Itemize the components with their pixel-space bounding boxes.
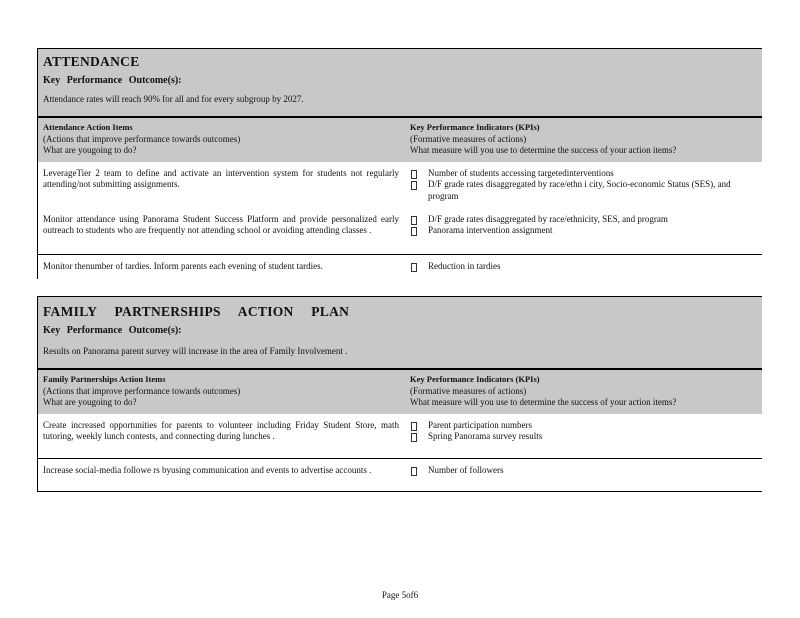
action-item: Create increased opportunities for parents to volunteer including Friday Student Store, math tutoring, weekly lunch contests, and connecting during lunches . [43,419,399,441]
kpi-text: Panorama intervention assignment [428,225,553,235]
kpi-cell [405,459,762,491]
column-question: What measure will you use to determine the success of your action items? [410,397,677,407]
list-item [410,420,756,432]
outcome-text: Results on Panorama parent survey will increase in the area of Family Involvement . [43,346,348,356]
table-row [38,414,762,458]
kpi-cell [405,208,762,254]
section-title: FAMILY PARTNERSHIPS ACTION PLAN [43,304,350,319]
page-number: Page 5of6 [381,590,419,600]
bullet-icon [411,467,417,476]
list-item [410,214,756,226]
bullet-icon [411,170,417,179]
column-subtitle: (Actions that improve performance towards outcomes) [43,385,241,396]
bullet-icon [411,433,417,442]
column-question: What measure will you use to determine the success of your action items? [410,145,677,155]
family-header [38,297,762,368]
bullet-icon [411,422,417,431]
list-item [410,261,756,273]
kpi-text: Number of followers [428,464,504,475]
table-row [38,208,762,254]
kpi-cell [405,255,762,279]
column-label: Family Partnerships Action Items [43,374,166,384]
action-item: LeverageTier 2 team to define and activate an intervention system for students not regularly attending/not submitting assignments. [43,167,399,189]
actions-column-header [38,374,405,409]
table-row [38,458,762,492]
list-item [410,465,756,477]
column-label: Key Performance Indicators (KPIs) [410,122,540,132]
table-row [38,254,762,279]
kpi-cell [405,162,762,208]
section-title: ATTENDANCE [43,54,140,69]
key-outcome-label: Key Performance Outcome(s): [43,325,182,336]
kpi-column-header [405,374,762,409]
attendance-header [38,49,762,116]
column-label: Key Performance Indicators (KPIs) [410,374,540,384]
table-row [38,162,762,208]
key-outcome-label: Key Performance Outcome(s): [43,75,182,86]
list-item [410,431,756,443]
column-headers [38,368,762,414]
list-item [410,179,756,202]
action-item: Monitor attendance using Panorama Student Success Platform and provide personalized early outreach to students who are frequently not attending school or avoiding attending classes . [43,213,399,235]
bullet-icon [411,181,417,190]
attendance-section [37,48,762,279]
action-item: Increase social-media followe rs byusing communication and events to advertise accounts . [43,464,372,475]
kpi-text: Number of students accessing targetedinterventions [428,167,614,178]
kpi-text: Parent participation numbers [428,419,532,430]
bullet-icon [411,263,417,272]
column-headers [38,116,762,162]
kpi-text: Reduction in tardies [428,260,501,271]
kpi-column-header [405,122,762,157]
bullet-icon [411,216,417,225]
bullet-icon [411,227,417,236]
kpi-text: D/F grade rates disaggregated by race/ethnicity, SES, and program [428,213,668,224]
column-subtitle: (Actions that improve performance towards outcomes) [43,133,241,144]
list-item [410,168,756,180]
kpi-text: D/F grade rates disaggregated by race/ethn i city, Socio-economic Status (SES), and program [428,179,731,201]
actions-column-header [38,122,405,157]
action-item: Monitor thenumber of tardies. Inform parents each evening of student tardies. [43,260,323,271]
column-label: Attendance Action Items [43,122,133,132]
outcome-text: Attendance rates will reach 90% for all and for every subgroup by 2027. [43,94,304,104]
kpi-cell [405,414,762,458]
column-subtitle: (Formative measures of actions) [410,133,527,144]
column-subtitle: (Formative measures of actions) [410,385,527,396]
list-item [410,225,756,237]
column-question: What are yougoing to do? [43,397,137,407]
family-partnerships-section [37,296,762,492]
column-question: What are yougoing to do? [43,145,137,155]
kpi-text: Spring Panorama survey results [428,431,543,441]
